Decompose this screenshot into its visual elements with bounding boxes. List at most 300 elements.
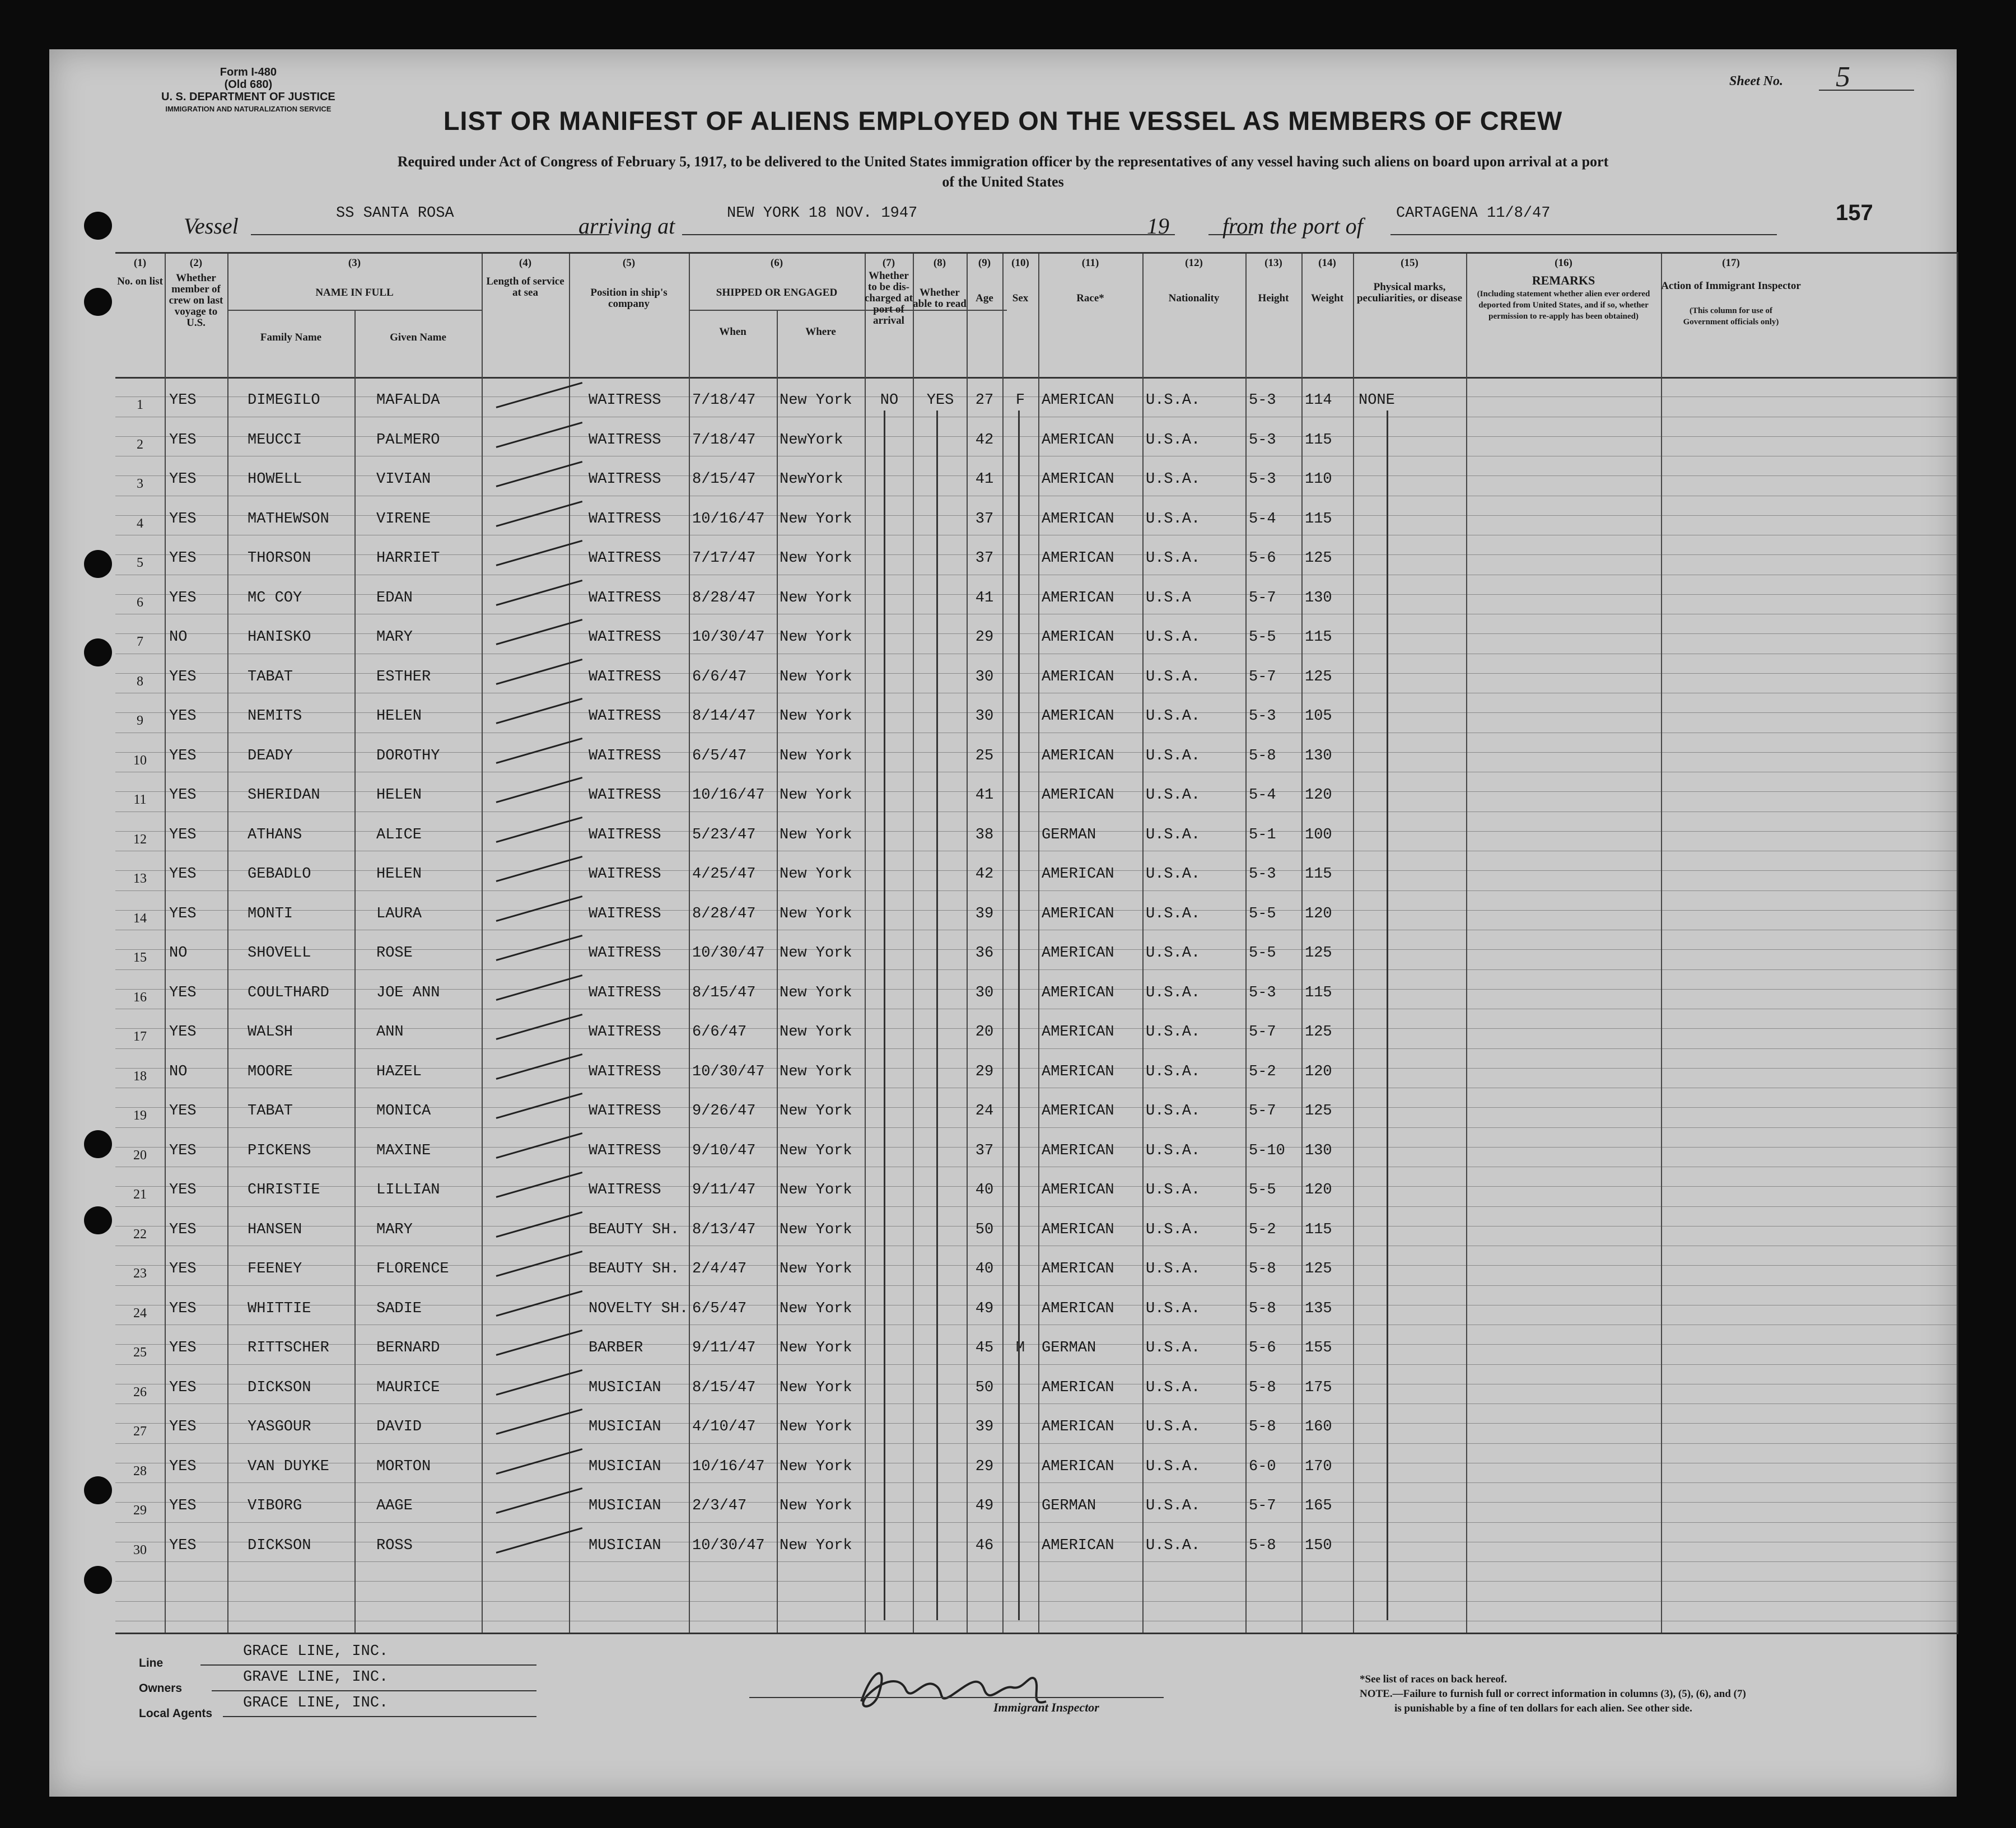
last-voyage: YES: [169, 1300, 197, 1317]
position: WAITRESS: [589, 905, 661, 922]
height: 6-0: [1249, 1458, 1276, 1475]
manifest-sheet: [49, 49, 1957, 1797]
row-number: 22: [133, 1227, 147, 1242]
given-name: VIRENE: [376, 510, 431, 528]
race: AMERICAN: [1042, 392, 1114, 409]
shipped-when: 10/16/47: [692, 787, 765, 804]
given-name: HARRIET: [376, 550, 440, 567]
last-voyage: YES: [169, 1024, 197, 1041]
family-name: WHITTIE: [248, 1300, 311, 1317]
height: 5-7: [1249, 1103, 1276, 1120]
nationality: U.S.A.: [1146, 1419, 1201, 1435]
weight: 110: [1305, 471, 1332, 488]
weight: 115: [1305, 984, 1332, 1001]
height: 5-7: [1249, 589, 1276, 607]
given-name: HELEN: [376, 866, 422, 883]
shipped-when: 8/15/47: [692, 471, 756, 488]
nationality: U.S.A.: [1146, 392, 1201, 409]
height: 5-3: [1249, 431, 1276, 449]
family-name: RITTSCHER: [248, 1340, 329, 1356]
sex: M: [1015, 1340, 1025, 1356]
shipped-when: 8/15/47: [692, 984, 756, 1001]
arriving-label: arriving at: [578, 213, 675, 239]
shipped-where: New York: [780, 1103, 852, 1120]
last-voyage: YES: [169, 471, 197, 488]
race: AMERICAN: [1042, 747, 1114, 764]
ditto-mark: [884, 411, 885, 1620]
given-name: MAXINE: [376, 1142, 431, 1159]
shipped-when: 6/5/47: [692, 747, 747, 764]
weight: 115: [1305, 629, 1332, 646]
shipped-when: 6/5/47: [692, 1300, 747, 1317]
height: 5-4: [1249, 510, 1276, 528]
shipped-where: New York: [780, 668, 852, 686]
column-number-16: (16): [1555, 257, 1572, 269]
header-given-name: Given Name: [390, 332, 446, 343]
height: 5-6: [1249, 550, 1276, 567]
shipped-where: New York: [780, 984, 852, 1001]
given-name: LAURA: [376, 905, 422, 922]
shipped-where: NewYork: [780, 471, 843, 488]
position: WAITRESS: [589, 747, 661, 764]
row-number: 7: [137, 635, 143, 649]
nationality: U.S.A.: [1146, 629, 1201, 646]
last-voyage: YES: [169, 1379, 197, 1396]
nationality: U.S.A.: [1146, 431, 1201, 449]
last-voyage: YES: [169, 1537, 197, 1554]
race: AMERICAN: [1042, 589, 1114, 607]
weight: 115: [1305, 431, 1332, 449]
ditto-mark: [1387, 411, 1388, 1620]
age: 29: [975, 1458, 994, 1475]
position: WAITRESS: [589, 550, 661, 567]
height: 5-3: [1249, 984, 1276, 1001]
nationality: U.S.A.: [1146, 984, 1201, 1001]
column-number-5: (5): [622, 257, 636, 269]
height: 5-3: [1249, 708, 1276, 725]
shipped-where: New York: [780, 866, 852, 883]
family-name: VIBORG: [248, 1498, 302, 1514]
age: 46: [975, 1537, 994, 1554]
age: 41: [975, 589, 994, 607]
race: AMERICAN: [1042, 1458, 1114, 1475]
age: 39: [975, 905, 994, 922]
race: AMERICAN: [1042, 1261, 1114, 1277]
family-name: HOWELL: [248, 471, 302, 488]
weight: 150: [1305, 1537, 1332, 1554]
page-title: LIST OR MANIFEST OF ALIENS EMPLOYED ON THE VESSEL AS MEMBERS OF CREW: [443, 106, 1563, 136]
row-number: 30: [133, 1542, 147, 1557]
family-name: ATHANS: [248, 826, 302, 843]
family-name: GEBADLO: [248, 866, 311, 883]
given-name: MARY: [376, 1221, 413, 1238]
shipped-when: 7/18/47: [692, 431, 756, 449]
position: WAITRESS: [589, 1024, 661, 1041]
column-number-7: (7): [882, 257, 895, 269]
last-voyage: YES: [169, 1261, 197, 1277]
row-number: 3: [137, 477, 143, 491]
age: 50: [975, 1221, 994, 1238]
shipped-where: New York: [780, 1261, 852, 1277]
family-name: MC COY: [248, 589, 302, 607]
last-voyage: NO: [169, 629, 188, 646]
weight: 170: [1305, 1458, 1332, 1475]
last-voyage: YES: [169, 1103, 197, 1120]
header-no-on-list: No. on list: [117, 276, 163, 287]
weight: 125: [1305, 1261, 1332, 1277]
last-voyage: YES: [169, 550, 197, 567]
header-inspector-note: (This column for use of Government officials only): [1683, 306, 1779, 327]
header-height: Height: [1258, 292, 1289, 304]
weight: 125: [1305, 668, 1332, 686]
header-length-of-service: Length of service at sea: [486, 276, 564, 299]
shipped-where: New York: [780, 1537, 852, 1554]
race: AMERICAN: [1042, 866, 1114, 883]
row-number: 26: [133, 1384, 147, 1400]
last-voyage: YES: [169, 826, 197, 843]
shipped-when: 2/3/47: [692, 1498, 747, 1514]
vessel-name: SS SANTA ROSA: [336, 205, 454, 222]
shipped-where: New York: [780, 550, 852, 567]
row-number: 14: [133, 911, 147, 926]
weight: 130: [1305, 1142, 1332, 1159]
row-number: 17: [133, 1029, 147, 1044]
last-voyage: YES: [169, 1340, 197, 1356]
header-last-voyage: Whether member of crew on last voyage to U.S.: [169, 272, 223, 329]
position: WAITRESS: [589, 668, 661, 686]
age: 25: [975, 747, 994, 764]
shipped-when: 5/23/47: [692, 826, 756, 843]
family-name: MATHEWSON: [248, 510, 329, 528]
family-name: VAN DUYKE: [248, 1458, 329, 1475]
row-number: 24: [133, 1305, 147, 1321]
row-number: 20: [133, 1148, 147, 1163]
given-name: HELEN: [376, 787, 422, 804]
shipped-where: New York: [780, 787, 852, 804]
age: 29: [975, 629, 994, 646]
shipped-when: 8/13/47: [692, 1221, 756, 1238]
row-number: 18: [133, 1069, 147, 1084]
age: 37: [975, 510, 994, 528]
position: WAITRESS: [589, 708, 661, 725]
age: 39: [975, 1419, 994, 1435]
race: GERMAN: [1042, 826, 1096, 843]
ditto-mark: [936, 411, 938, 1620]
nationality: U.S.A.: [1146, 1537, 1201, 1554]
height: 5-7: [1249, 668, 1276, 686]
family-name: PICKENS: [248, 1142, 311, 1159]
weight: 125: [1305, 1103, 1332, 1120]
age: 42: [975, 866, 994, 883]
age: 40: [975, 1182, 994, 1199]
row-number: 16: [133, 990, 147, 1005]
row-number: 25: [133, 1345, 147, 1360]
penalty-note-continued: is punishable by a fine of ten dollars for each alien. See other side.: [1394, 1703, 1692, 1714]
nationality: U.S.A.: [1146, 510, 1201, 528]
header-race: Race*: [1076, 292, 1104, 304]
family-name: COULTHARD: [248, 984, 329, 1001]
shipped-when: 10/16/47: [692, 510, 765, 528]
given-name: MORTON: [376, 1458, 431, 1475]
nationality: U.S.A.: [1146, 1300, 1201, 1317]
age: 49: [975, 1300, 994, 1317]
physical-marks: NONE: [1359, 392, 1395, 409]
column-number-10: (10): [1011, 257, 1029, 269]
header-able-to-read: Whether able to read: [913, 287, 967, 310]
nationality: U.S.A.: [1146, 1458, 1201, 1475]
header-position: Position in ship's company: [590, 287, 668, 310]
race: AMERICAN: [1042, 1024, 1114, 1041]
position: WAITRESS: [589, 787, 661, 804]
position: WAITRESS: [589, 984, 661, 1001]
weight: 120: [1305, 1063, 1332, 1080]
column-number-14: (14): [1318, 257, 1336, 269]
last-voyage: YES: [169, 1498, 197, 1514]
last-voyage: YES: [169, 1221, 197, 1238]
last-voyage: YES: [169, 747, 197, 764]
position: WAITRESS: [589, 392, 661, 409]
year-label: 19: [1147, 213, 1169, 239]
shipped-when: 10/30/47: [692, 1063, 765, 1080]
crew-table: [115, 252, 1958, 1634]
position: MUSICIAN: [589, 1537, 661, 1554]
weight: 175: [1305, 1379, 1332, 1396]
height: 5-1: [1249, 826, 1276, 843]
position: WAITRESS: [589, 1142, 661, 1159]
owners-label: Owners: [139, 1682, 183, 1695]
position: WAITRESS: [589, 866, 661, 883]
shipped-where: New York: [780, 589, 852, 607]
weight: 120: [1305, 787, 1332, 804]
family-name: DIMEGILO: [248, 392, 320, 409]
nationality: U.S.A.: [1146, 826, 1201, 843]
race: AMERICAN: [1042, 945, 1114, 962]
height: 5-7: [1249, 1498, 1276, 1514]
race: AMERICAN: [1042, 668, 1114, 686]
race: AMERICAN: [1042, 1379, 1114, 1396]
position: MUSICIAN: [589, 1458, 661, 1475]
shipped-where: NewYork: [780, 431, 843, 449]
shipped-where: New York: [780, 1340, 852, 1356]
nationality: U.S.A.: [1146, 866, 1201, 883]
nationality: U.S.A.: [1146, 471, 1201, 488]
race: AMERICAN: [1042, 1182, 1114, 1199]
column-number-2: (2): [189, 257, 203, 269]
age: 27: [975, 392, 994, 409]
nationality: U.S.A.: [1146, 1379, 1201, 1396]
nationality: U.S.A.: [1146, 1340, 1201, 1356]
header-nationality: Nationality: [1168, 292, 1220, 304]
age: 37: [975, 1142, 994, 1159]
shipped-where: New York: [780, 1498, 852, 1514]
row-number: 9: [137, 714, 143, 728]
height: 5-8: [1249, 1537, 1276, 1554]
height: 5-5: [1249, 1182, 1276, 1199]
height: 5-8: [1249, 747, 1276, 764]
last-voyage: YES: [169, 866, 197, 883]
age: 45: [975, 1340, 994, 1356]
shipped-when: 10/30/47: [692, 629, 765, 646]
column-number-6: (6): [770, 257, 783, 269]
last-voyage: YES: [169, 431, 197, 449]
height: 5-7: [1249, 1024, 1276, 1041]
shipped-when: 4/10/47: [692, 1419, 756, 1435]
nationality: U.S.A.: [1146, 550, 1201, 567]
given-name: MARY: [376, 629, 413, 646]
row-number: 13: [133, 871, 147, 886]
position: WAITRESS: [589, 1103, 661, 1120]
shipped-when: 8/15/47: [692, 1379, 756, 1396]
header-age: Age: [976, 292, 993, 304]
punch-hole: [84, 1566, 112, 1594]
age: 49: [975, 1498, 994, 1514]
column-number-12: (12): [1185, 257, 1203, 269]
shipped-where: New York: [780, 392, 852, 409]
weight: 115: [1305, 1221, 1332, 1238]
age: 20: [975, 1024, 994, 1041]
column-number-3: (3): [348, 257, 361, 269]
family-name: TABAT: [248, 1103, 293, 1120]
weight: 115: [1305, 866, 1332, 883]
race: AMERICAN: [1042, 1063, 1114, 1080]
punch-hole: [84, 1476, 112, 1504]
given-name: JOE ANN: [376, 984, 440, 1001]
row-number: 1: [137, 398, 143, 412]
position: MUSICIAN: [589, 1419, 661, 1435]
punch-hole: [84, 550, 112, 578]
age: 40: [975, 1261, 994, 1277]
punch-hole: [84, 288, 112, 316]
height: 5-5: [1249, 629, 1276, 646]
last-voyage: YES: [169, 1142, 197, 1159]
header-inspector-action: Action of Immigrant Inspector: [1661, 280, 1801, 292]
ditto-mark: [1018, 411, 1020, 1620]
given-name: ANN: [376, 1024, 404, 1041]
header-discharged: Whether to be dis-charged at port of arrival: [865, 270, 913, 327]
given-name: LILLIAN: [376, 1182, 440, 1199]
family-name: SHOVELL: [248, 945, 311, 962]
position: WAITRESS: [589, 826, 661, 843]
header-sex: Sex: [1012, 292, 1029, 304]
nationality: U.S.A.: [1146, 1261, 1201, 1277]
race: AMERICAN: [1042, 1142, 1114, 1159]
header-name-in-full: NAME IN FULL: [315, 287, 394, 299]
line-value: GRACE LINE, INC.: [243, 1643, 389, 1660]
age: 38: [975, 826, 994, 843]
last-voyage: YES: [169, 1458, 197, 1475]
given-name: AAGE: [376, 1498, 413, 1514]
last-voyage: YES: [169, 984, 197, 1001]
race: AMERICAN: [1042, 510, 1114, 528]
shipped-where: New York: [780, 905, 852, 922]
given-name: FLORENCE: [376, 1261, 449, 1277]
last-voyage: YES: [169, 1182, 197, 1199]
row-number: 10: [133, 753, 147, 768]
shipped-where: New York: [780, 826, 852, 843]
agents-value: GRACE LINE, INC.: [243, 1695, 389, 1712]
nationality: U.S.A.: [1146, 1182, 1201, 1199]
able-to-read: YES: [926, 392, 954, 409]
row-number: 4: [137, 516, 143, 531]
height: 5-8: [1249, 1419, 1276, 1435]
row-number: 2: [137, 437, 143, 452]
age: 30: [975, 708, 994, 725]
given-name: SADIE: [376, 1300, 422, 1317]
family-name: YASGOUR: [248, 1419, 311, 1435]
column-number-17: (17): [1722, 257, 1740, 269]
shipped-when: 2/4/47: [692, 1261, 747, 1277]
given-name: DAVID: [376, 1419, 422, 1435]
weight: 105: [1305, 708, 1332, 725]
shipped-where: New York: [780, 1182, 852, 1199]
family-name: HANISKO: [248, 629, 311, 646]
age: 24: [975, 1103, 994, 1120]
height: 5-2: [1249, 1063, 1276, 1080]
column-number-13: (13): [1264, 257, 1282, 269]
weight: 120: [1305, 1182, 1332, 1199]
race: AMERICAN: [1042, 1419, 1114, 1435]
position: MUSICIAN: [589, 1498, 661, 1514]
sex: F: [1015, 392, 1025, 409]
age: 36: [975, 945, 994, 962]
given-name: ROSS: [376, 1537, 413, 1554]
punch-hole: [84, 1206, 112, 1234]
shipped-when: 7/18/47: [692, 392, 756, 409]
row-number: 11: [133, 792, 147, 807]
row-number: 28: [133, 1463, 147, 1479]
shipped-where: New York: [780, 1221, 852, 1238]
position: WAITRESS: [589, 945, 661, 962]
subtitle-line-2: of the United States: [942, 174, 1064, 190]
weight: 125: [1305, 1024, 1332, 1041]
shipped-when: 10/16/47: [692, 1458, 765, 1475]
nationality: U.S.A.: [1146, 945, 1201, 962]
shipped-where: New York: [780, 1024, 852, 1041]
shipped-when: 4/25/47: [692, 866, 756, 883]
shipped-when: 6/6/47: [692, 1024, 747, 1041]
row-number: 6: [137, 595, 143, 610]
row-number: 15: [133, 950, 147, 965]
given-name: MAURICE: [376, 1379, 440, 1396]
height: 5-6: [1249, 1340, 1276, 1356]
race: AMERICAN: [1042, 1103, 1114, 1120]
family-name: DICKSON: [248, 1379, 311, 1396]
last-voyage: YES: [169, 392, 197, 409]
height: 5-5: [1249, 905, 1276, 922]
shipped-where: New York: [780, 1419, 852, 1435]
row-number: 21: [133, 1187, 147, 1202]
header-shipped-where: Where: [805, 326, 836, 338]
race: AMERICAN: [1042, 431, 1114, 449]
position: BEAUTY SH.: [589, 1261, 680, 1277]
vessel-label: Vessel: [184, 213, 239, 239]
sheet-label: Sheet No.: [1729, 74, 1783, 88]
nationality: U.S.A.: [1146, 905, 1201, 922]
department-name: U. S. DEPARTMENT OF JUSTICE: [161, 91, 335, 103]
race: GERMAN: [1042, 1340, 1096, 1356]
family-name: FEENEY: [248, 1261, 302, 1277]
height: 5-8: [1249, 1379, 1276, 1396]
shipped-where: New York: [780, 510, 852, 528]
height: 5-5: [1249, 945, 1276, 962]
position: BEAUTY SH.: [589, 1221, 680, 1238]
nationality: U.S.A.: [1146, 1063, 1201, 1080]
nationality: U.S.A.: [1146, 1103, 1201, 1120]
age: 50: [975, 1379, 994, 1396]
header-shipped-or-engaged: SHIPPED OR ENGAGED: [716, 287, 838, 299]
nationality: U.S.A.: [1146, 1142, 1201, 1159]
age: 30: [975, 984, 994, 1001]
